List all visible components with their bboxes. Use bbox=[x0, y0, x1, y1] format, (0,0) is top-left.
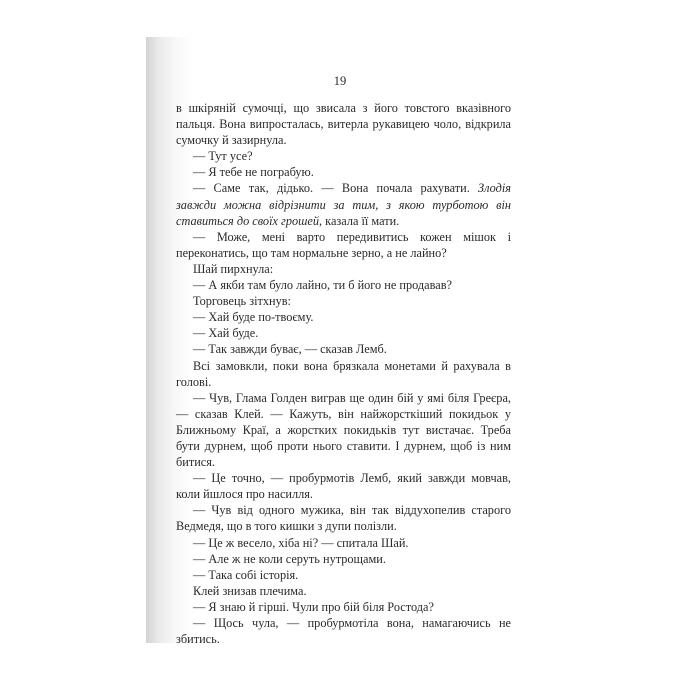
text-run: — Це ж весело, хіба ні? — спитала Шай. bbox=[193, 535, 409, 550]
paragraph bbox=[176, 277, 511, 293]
paragraph bbox=[176, 551, 511, 567]
paragraph bbox=[176, 325, 511, 341]
text-run: Клей знизав плечима. bbox=[193, 583, 307, 598]
text-run: — Чув від одного мужика, він так віддухопелив старого Ведмедя, що в того кишки з дупи полізли. bbox=[176, 503, 511, 534]
paragraph bbox=[176, 180, 511, 228]
page-body-text bbox=[176, 100, 511, 647]
text-run: — Я тебе не пограбую. bbox=[193, 165, 314, 180]
text-run: Торговець зітхнув: bbox=[193, 294, 291, 309]
paragraph bbox=[176, 615, 511, 647]
paragraph bbox=[176, 502, 511, 534]
text-run: — А якби там було лайно, ти б його не продавав? bbox=[193, 278, 452, 293]
paragraph bbox=[176, 567, 511, 583]
page-number: 19 bbox=[333, 74, 347, 88]
paragraph bbox=[176, 390, 511, 470]
text-run: — Тут усе? bbox=[193, 149, 253, 164]
paragraph bbox=[176, 583, 511, 599]
paragraph bbox=[176, 341, 511, 357]
text-run: — Саме так, дідько. — Вона почала рахувати. bbox=[193, 181, 479, 196]
paragraph bbox=[176, 148, 511, 164]
text-run: — Чув, Глама Голден виграв ще один бій у ямі біля Греєра, — сказав Клей. — Кажуть, він найжорсткіший покидьок у Ближньому Краї, а жорстких покидьків тут вистачає. Треба бути дурнем, щоб проти нього ставити. І дурнем, щоб із ним битися. bbox=[176, 390, 511, 470]
paragraph bbox=[176, 358, 511, 390]
paragraph bbox=[176, 293, 511, 309]
text-run: — Але ж не коли серуть нутрощами. bbox=[193, 551, 386, 566]
text-run: , казала її мати. bbox=[319, 213, 400, 228]
paragraph bbox=[176, 229, 511, 261]
text-run: — Щось чула, — пробурмотіла вона, намагаючись не збитись. bbox=[176, 616, 511, 647]
paragraph bbox=[176, 164, 511, 180]
text-run: Шай пирхнула: bbox=[193, 261, 274, 276]
paragraph bbox=[176, 100, 511, 148]
paragraph bbox=[176, 261, 511, 277]
text-run: Всі замовкли, поки вона брязкала монетами й рахувала в голові. bbox=[176, 358, 511, 389]
paragraph bbox=[176, 535, 511, 551]
text-run: в шкіряній сумочці, що звисала з його товстого вказівного пальця. Вона випросталась, витерла рукавицею чоло, відкрила сумочку й зазирнула. bbox=[176, 101, 511, 148]
text-run: — Це точно, — пробурмотів Лемб, який завжди мовчав, коли йшлося про насилля. bbox=[176, 471, 511, 502]
paragraph bbox=[176, 470, 511, 502]
italic-text: Злодія завжди можна відрізнити за тим, з якою турботою він ставиться до своїх грошей bbox=[176, 181, 511, 228]
paragraph bbox=[176, 599, 511, 615]
text-run: — Хай буде по-твоєму. bbox=[193, 310, 314, 325]
text-run: — Може, мені варто передивитись кожен мішок і переконатись, що там нормальне зерно, а не лайно? bbox=[176, 229, 511, 260]
text-run: — Така собі історія. bbox=[193, 567, 299, 582]
paragraph bbox=[176, 309, 511, 325]
book-page bbox=[146, 37, 534, 647]
text-run: — Хай буде. bbox=[193, 326, 259, 341]
text-run: — Я знаю й гірші. Чули про бій біля Ростода? bbox=[193, 599, 434, 614]
text-run: — Так завжди буває, — сказав Лемб. bbox=[193, 342, 387, 357]
